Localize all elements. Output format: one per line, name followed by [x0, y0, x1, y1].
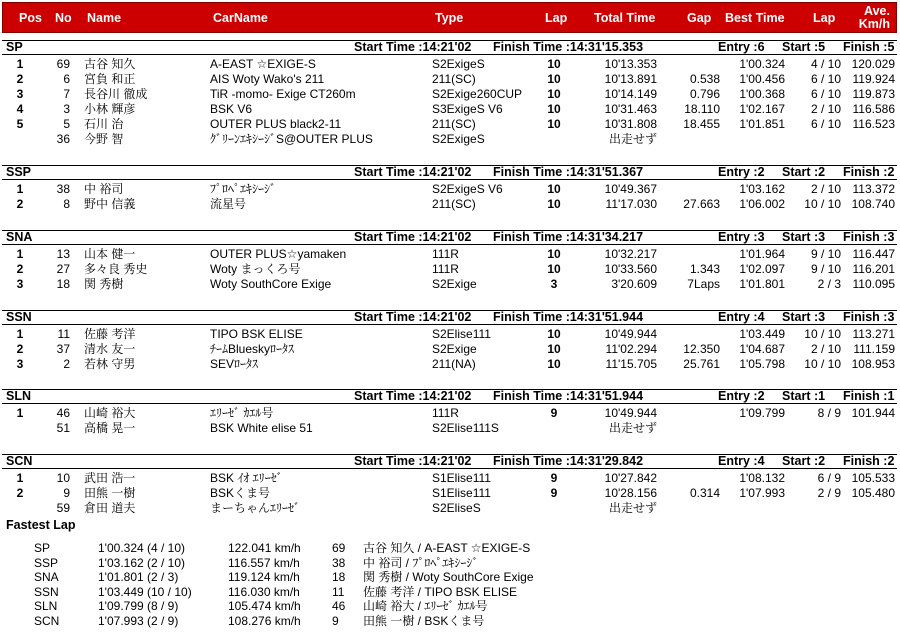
row-pos: 5: [16, 117, 24, 131]
row-lap: 3: [550, 277, 558, 291]
row-pos: 1: [16, 247, 24, 261]
class-finish: Finish Time :14:31'15.353: [493, 40, 644, 54]
row-ave: 119.873: [852, 87, 895, 101]
row-total: 10'14.149: [604, 87, 657, 101]
row-car: AIS Woty Wako's 211: [210, 72, 325, 86]
fastest-speed: 116.030 km/h: [228, 584, 300, 599]
row-lap: 9: [550, 471, 558, 485]
row-name: 宮負 和正: [84, 72, 136, 86]
row-car: ｴﾘｰｾﾞ ｶｴﾙ号: [210, 406, 274, 420]
header-type: Type: [435, 11, 464, 25]
row-lap: 10: [547, 87, 561, 101]
fastest-speed: 119.124 km/h: [228, 570, 300, 585]
row-lap: 10: [547, 327, 561, 341]
fastest-lap-title: Fastest Lap: [6, 518, 76, 532]
row-pos: 1: [16, 406, 24, 420]
row-best: 1'05.798: [739, 357, 785, 371]
row-no: 13: [56, 247, 70, 261]
row-total: 10'49.367: [604, 182, 657, 196]
row-no: 38: [56, 182, 70, 196]
row-name: 古谷 知久: [84, 57, 136, 71]
row-name: 佐藤 考洋: [84, 327, 136, 341]
row-name: 石川 治: [84, 117, 124, 131]
row-ave: 108.953: [851, 357, 895, 371]
row-total: 10'31.808: [604, 117, 657, 131]
header-ave-1: Ave.: [864, 4, 890, 18]
row-lap: 10: [547, 72, 561, 86]
header-no: No: [55, 11, 72, 25]
row-type: S2ExigeS: [432, 132, 485, 146]
row-bestlap: 10 / 10: [804, 197, 841, 211]
header-best-lap: Lap: [813, 11, 836, 25]
row-gap: 1.343: [689, 262, 720, 276]
class-name: SSN: [6, 310, 32, 324]
class-finished: Finish :5: [843, 40, 895, 54]
fastest-who: 山崎 裕大 / ｴﾘｰｾﾞ ｶｴﾙ号: [363, 599, 488, 614]
row-type: S2EliseS: [432, 501, 481, 515]
row-ave: 105.533: [851, 471, 895, 485]
row-pos: 2: [16, 197, 24, 211]
row-type: 211(SC): [432, 197, 476, 211]
row-bestlap: 9 / 10: [810, 262, 841, 276]
row-bestlap: 10 / 10: [804, 327, 841, 341]
class-name: SSP: [6, 165, 32, 179]
class-started: Start :3: [782, 230, 826, 244]
fastest-speed: 122.041 km/h: [228, 541, 301, 555]
row-gap: 27.663: [683, 197, 720, 211]
row-car: ﾌﾟﾛﾍﾟｴｷｼｰｼﾞ: [210, 182, 277, 196]
row-lap: 9: [550, 406, 558, 420]
row-total: 10'27.842: [604, 471, 657, 485]
class-entry: Entry :4: [718, 310, 765, 324]
row-gap: 18.455: [683, 117, 720, 131]
class-start: Start Time :14:21'02: [354, 310, 472, 324]
row-total: 10'13.891: [604, 72, 657, 86]
row-type: S2Exige260CUP: [432, 87, 523, 101]
row-no: 10: [56, 471, 70, 485]
class-header-ssn: [2, 310, 897, 325]
row-pos: 3: [16, 277, 24, 291]
row-gap: 0.796: [689, 87, 720, 101]
row-car: A-EAST ☆EXIGE-S: [210, 57, 316, 71]
row-gap: 25.761: [683, 357, 720, 371]
header-lap: Lap: [545, 11, 568, 25]
class-header-sln: [2, 389, 897, 404]
class-name: SNA: [6, 230, 33, 244]
row-name: 多々良 秀史: [84, 262, 148, 276]
row-pos: 1: [16, 57, 24, 71]
row-bestlap: 6 / 10: [810, 117, 841, 131]
class-started: Start :1: [782, 389, 826, 403]
row-car: OUTER PLUS black2-11: [210, 117, 342, 131]
row-best: 1'03.449: [739, 327, 785, 341]
row-ave: 105.480: [851, 486, 895, 500]
fastest-cls: SLN: [34, 599, 58, 614]
row-car: ﾁｰﾑBlueskyﾛｰﾀｽ: [210, 342, 295, 356]
row-gap: 0.314: [689, 486, 720, 500]
fastest-time: 1'03.162 (2 / 10): [98, 555, 186, 570]
row-lap: 10: [547, 262, 561, 276]
row-no: 59: [56, 501, 70, 515]
row-total: 10'33.560: [604, 262, 657, 276]
fastest-who: 田熊 一樹 / BSKくま号: [363, 614, 485, 628]
row-total: 11'15.705: [605, 357, 657, 371]
row-ave: 110.095: [852, 277, 895, 291]
row-gap: 7Laps: [687, 277, 720, 291]
row-pos: 1: [16, 182, 24, 196]
row-type: S1Elise111: [432, 471, 491, 485]
class-start: Start Time :14:21'02: [354, 454, 472, 468]
row-best: 1'02.097: [739, 262, 785, 276]
class-start: Start Time :14:21'02: [354, 40, 472, 54]
row-lap: 9: [550, 486, 558, 500]
row-name: 山崎 裕大: [84, 406, 136, 420]
row-no: 69: [56, 57, 70, 71]
row-pos: 4: [16, 102, 24, 116]
fastest-no: 69: [332, 541, 346, 555]
header-best-time: Best Time: [725, 11, 785, 25]
class-header-sp: [2, 40, 897, 55]
fastest-who: 古谷 知久 / A-EAST ☆EXIGE-S: [363, 541, 531, 555]
row-pos: 1: [16, 471, 24, 485]
class-start: Start Time :14:21'02: [354, 165, 472, 179]
row-gap: 18.110: [684, 102, 720, 116]
row-car: まーちゃんｴﾘｰｾﾞ: [210, 501, 301, 515]
row-ave: 116.586: [852, 102, 895, 116]
row-type: 111R: [432, 406, 459, 420]
row-gap: 12.350: [683, 342, 720, 356]
row-no: 8: [63, 197, 70, 211]
row-best: 1'07.993: [739, 486, 785, 500]
class-finish: Finish Time :14:31'51.944: [493, 389, 644, 403]
row-bestlap: 4 / 10: [810, 57, 841, 71]
row-no: 46: [56, 406, 70, 420]
class-header-sna: [2, 230, 897, 245]
row-lap: 10: [547, 342, 561, 356]
row-type: S2ExigeS V6: [432, 182, 503, 196]
header-carname: CarName: [213, 11, 268, 25]
row-best: 1'01.964: [739, 247, 785, 261]
header-ave-2: Km/h: [858, 17, 890, 31]
row-ave: 120.029: [851, 57, 895, 71]
fastest-cls: SNA: [34, 570, 59, 585]
row-total: 10'31.463: [604, 102, 657, 116]
row-pos: 2: [16, 262, 24, 276]
row-best: 1'00.324: [739, 57, 785, 71]
row-type: S2Exige: [432, 277, 477, 291]
row-ave: 116.201: [852, 262, 895, 276]
row-bestlap: 2 / 9: [817, 486, 841, 500]
row-car: SEVﾛｰﾀｽ: [210, 357, 259, 371]
fastest-no: 18: [332, 570, 346, 585]
row-total: 出走せず: [608, 132, 657, 146]
row-name: 武田 浩一: [84, 471, 136, 485]
row-name: 山本 健一: [84, 247, 136, 261]
row-type: 211(SC): [432, 72, 476, 86]
row-best: 1'09.799: [739, 406, 785, 420]
row-type: S1Elise111: [432, 486, 491, 500]
row-lap: 10: [547, 57, 561, 71]
row-pos: 3: [16, 357, 24, 371]
row-type: 211(NA): [432, 357, 476, 371]
row-car: BSK V6: [210, 102, 253, 116]
fastest-cls: SSN: [34, 584, 59, 599]
class-finish: Finish Time :14:31'34.217: [493, 230, 644, 244]
row-ave: 108.740: [851, 197, 895, 211]
row-no: 36: [56, 132, 70, 146]
row-total: 10'49.944: [604, 406, 657, 420]
row-gap: 0.538: [689, 72, 720, 86]
class-finish: Finish Time :14:31'51.944: [493, 310, 644, 324]
fastest-who: 関 秀樹 / Woty SouthCore Exige: [363, 570, 534, 585]
row-total: 10'32.217: [604, 247, 657, 261]
row-total: 出走せず: [608, 421, 657, 435]
row-car: BSK White elise 51: [210, 421, 313, 435]
row-pos: 3: [16, 87, 24, 101]
class-finished: Finish :1: [843, 389, 895, 403]
row-pos: 2: [16, 342, 24, 356]
row-name: 高橋 晃一: [84, 421, 136, 435]
row-car: TiR -momo- Exige CT260m: [210, 87, 356, 101]
column-header-bar: [2, 2, 897, 33]
row-ave: 116.447: [852, 247, 895, 261]
row-lap: 10: [547, 182, 561, 196]
class-start: Start Time :14:21'02: [354, 389, 472, 403]
row-type: S2Elise111S: [432, 421, 499, 435]
row-pos: 1: [16, 327, 24, 341]
row-pos: 2: [16, 72, 24, 86]
row-type: 111R: [432, 262, 459, 276]
class-name: SP: [6, 40, 23, 54]
row-name: 若林 守男: [84, 357, 136, 371]
row-ave: 113.372: [852, 182, 895, 196]
row-bestlap: 6 / 10: [810, 87, 841, 101]
row-no: 37: [56, 342, 70, 356]
row-name: 清水 友一: [84, 342, 136, 356]
row-bestlap: 9 / 10: [810, 247, 841, 261]
fastest-cls: SCN: [34, 614, 60, 628]
class-name: SCN: [6, 454, 33, 468]
row-best: 1'01.801: [739, 277, 785, 291]
class-started: Start :5: [782, 40, 826, 54]
fastest-who: 中 裕司 / ﾌﾟﾛﾍﾟｴｷｼｰｼﾞ: [363, 555, 479, 570]
row-total: 10'13.353: [604, 57, 657, 71]
row-lap: 10: [547, 357, 561, 371]
row-no: 27: [56, 262, 70, 276]
row-bestlap: 2 / 10: [810, 102, 841, 116]
class-name: SLN: [6, 389, 31, 403]
row-no: 5: [63, 117, 70, 131]
class-entry: Entry :6: [718, 40, 765, 54]
row-lap: 10: [547, 197, 561, 211]
class-started: Start :2: [782, 165, 826, 179]
header-gap: Gap: [687, 11, 712, 25]
class-entry: Entry :2: [718, 389, 765, 403]
row-bestlap: 10 / 10: [804, 357, 841, 371]
header-name: Name: [87, 11, 122, 25]
row-name: 中 裕司: [84, 182, 124, 196]
fastest-time: 1'01.801 (2 / 3): [98, 570, 179, 585]
row-type: S2ExigeS: [432, 57, 485, 71]
fastest-time: 1'00.324 (4 / 10): [98, 541, 186, 555]
row-name: 小林 輝彦: [84, 102, 136, 116]
class-header-ssp: [2, 165, 897, 180]
row-type: S2Exige: [432, 342, 477, 356]
class-started: Start :2: [782, 454, 826, 468]
row-ave: 116.523: [852, 117, 895, 131]
row-name: 関 秀樹: [84, 277, 124, 291]
row-car: Woty まっくろ号: [210, 262, 301, 276]
fastest-no: 11: [332, 584, 345, 599]
class-finished: Finish :3: [843, 230, 895, 244]
row-car: OUTER PLUS☆yamaken: [210, 247, 347, 261]
fastest-speed: 116.557 km/h: [228, 555, 300, 570]
row-type: 211(SC): [432, 117, 476, 131]
row-type: S2Elise111: [432, 327, 491, 341]
fastest-no: 38: [332, 555, 346, 570]
row-car: Woty SouthCore Exige: [210, 277, 332, 291]
row-name: 田熊 一樹: [84, 486, 136, 500]
class-header-scn: [2, 454, 897, 469]
row-name: 長谷川 徹成: [84, 87, 148, 101]
row-ave: 101.944: [851, 406, 895, 420]
row-no: 18: [56, 277, 70, 291]
class-finished: Finish :3: [843, 310, 895, 324]
row-best: 1'08.132: [739, 471, 785, 485]
row-best: 1'01.851: [739, 117, 785, 131]
row-total: 10'49.944: [604, 327, 657, 341]
row-lap: 10: [547, 102, 561, 116]
row-no: 7: [63, 87, 70, 101]
row-no: 11: [57, 327, 70, 341]
row-bestlap: 6 / 10: [810, 72, 841, 86]
row-best: 1'03.162: [739, 182, 785, 196]
row-pos: 2: [16, 486, 24, 500]
row-bestlap: 2 / 10: [810, 182, 841, 196]
fastest-who: 佐藤 考洋 / TIPO BSK ELISE: [363, 584, 518, 599]
row-total: 出走せず: [608, 501, 657, 515]
row-total: 3'20.609: [611, 277, 657, 291]
row-no: 9: [63, 486, 70, 500]
class-finish: Finish Time :14:31'29.842: [493, 454, 644, 468]
row-car: 流星号: [210, 197, 247, 211]
fastest-time: 1'03.449 (10 / 10): [98, 584, 192, 599]
row-best: 1'06.002: [739, 197, 785, 211]
fastest-cls: SP: [34, 541, 51, 555]
row-bestlap: 6 / 9: [817, 471, 841, 485]
class-entry: Entry :3: [718, 230, 765, 244]
class-start: Start Time :14:21'02: [354, 230, 472, 244]
class-entry: Entry :4: [718, 454, 765, 468]
fastest-speed: 108.276 km/h: [228, 614, 301, 628]
row-no: 51: [56, 421, 70, 435]
row-total: 10'28.156: [604, 486, 657, 500]
row-best: 1'04.687: [739, 342, 785, 356]
row-bestlap: 2 / 3: [817, 277, 841, 291]
row-total: 11'02.294: [605, 342, 657, 356]
fastest-no: 9: [332, 614, 339, 628]
row-lap: 10: [547, 117, 561, 131]
row-car: TIPO BSK ELISE: [210, 327, 303, 341]
header-pos: Pos: [19, 11, 42, 25]
row-total: 11'17.030: [605, 197, 657, 211]
row-best: 1'00.368: [739, 87, 785, 101]
class-started: Start :3: [782, 310, 826, 324]
row-ave: 113.271: [852, 327, 895, 341]
class-finished: Finish :2: [843, 454, 895, 468]
header-total-time: Total Time: [594, 11, 656, 25]
class-finish: Finish Time :14:31'51.367: [493, 165, 644, 179]
row-bestlap: 2 / 10: [810, 342, 841, 356]
row-best: 1'02.167: [739, 102, 785, 116]
row-lap: 10: [547, 247, 561, 261]
row-type: 111R: [432, 247, 459, 261]
row-ave: 119.924: [852, 72, 895, 86]
class-finished: Finish :2: [843, 165, 895, 179]
row-best: 1'00.456: [739, 72, 785, 86]
row-bestlap: 8 / 9: [817, 406, 841, 420]
fastest-cls: SSP: [34, 555, 59, 570]
fastest-time: 1'09.799 (8 / 9): [98, 599, 179, 614]
row-car: ｸﾞﾘｰﾝｴｷｼｰｼﾞS@OUTER PLUS: [210, 132, 373, 146]
class-entry: Entry :2: [718, 165, 765, 179]
row-no: 2: [63, 357, 70, 371]
row-name: 野中 信義: [84, 197, 136, 211]
row-name: 今野 智: [84, 132, 124, 146]
row-car: BSKくま号: [210, 486, 271, 500]
row-no: 3: [63, 102, 70, 116]
row-car: BSK ｲｵ ｴﾘｰｾﾞ: [210, 471, 283, 485]
row-type: S3ExigeS V6: [432, 102, 503, 116]
row-name: 倉田 道夫: [84, 501, 136, 515]
fastest-time: 1'07.993 (2 / 9): [98, 614, 179, 628]
row-ave: 111.159: [853, 342, 895, 356]
fastest-no: 46: [332, 599, 346, 614]
row-no: 6: [63, 72, 70, 86]
fastest-speed: 105.474 km/h: [228, 599, 301, 614]
